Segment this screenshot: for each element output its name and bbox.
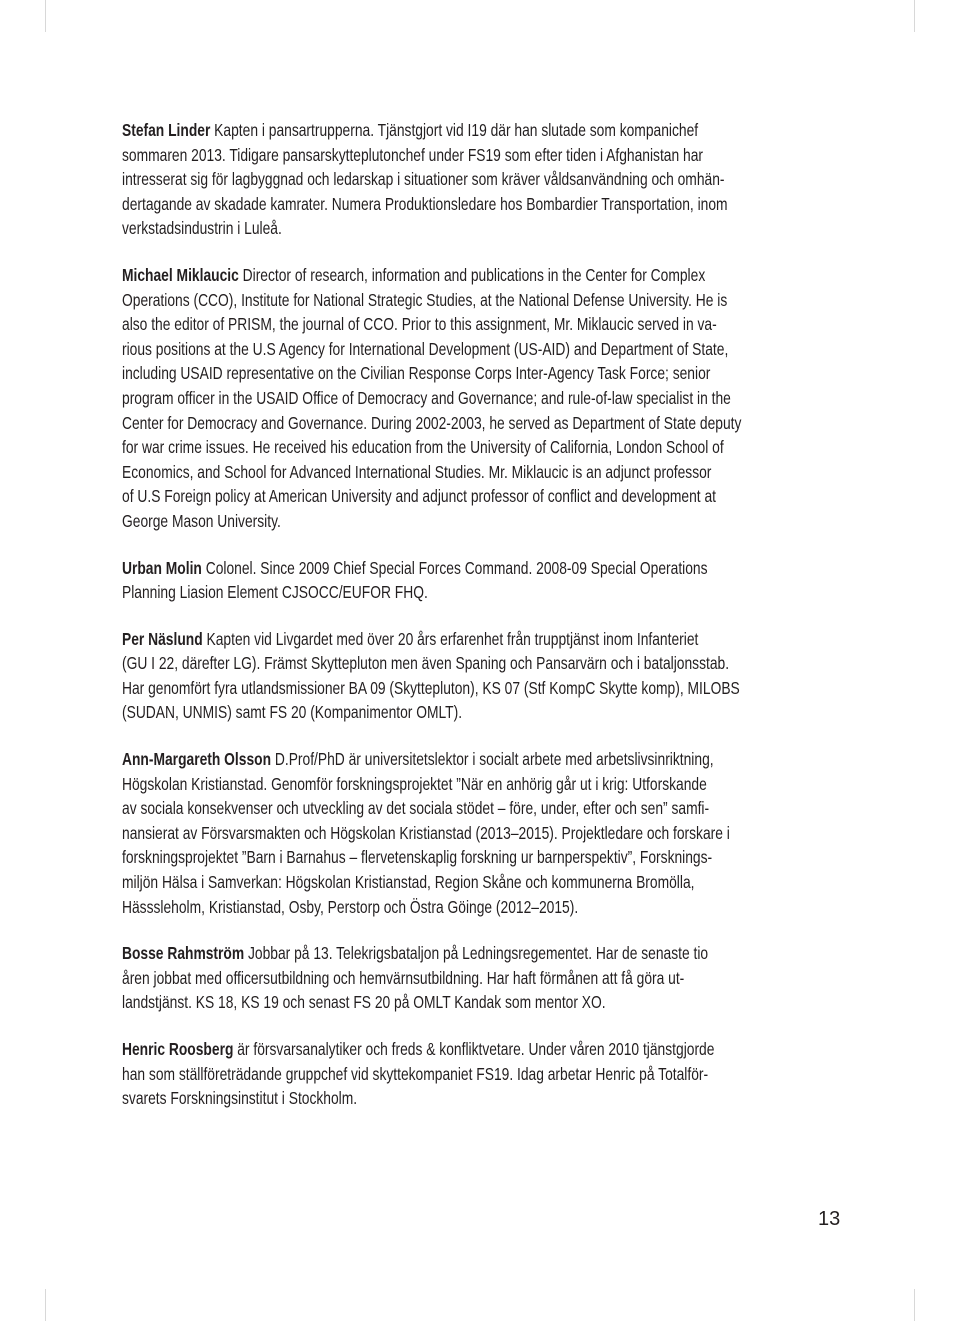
bio-stefan-linder	[122, 118, 842, 241]
bio-text: Kapten i pansartrupperna. Tjänstgjort vid I19 där han slutade som kompanichef	[210, 120, 699, 140]
bio-line	[122, 1037, 715, 1062]
bio-line: rious positions at the U.S Agency for International Development (US-AID) and Department of State,	[122, 338, 729, 359]
bio-line: (SUDAN, UNMIS) samt FS 20 (Kompanimentor OMLT).	[122, 702, 463, 723]
bio-line: also the editor of PRISM, the journal of CCO. Prior to this assignment, Mr. Miklaucic served in va-	[122, 314, 717, 335]
crop-mark-top-right	[914, 0, 915, 32]
bio-line: svarets Forskningsinstitut i Stockholm.	[122, 1088, 358, 1109]
bio-line: Högskolan Kristianstad. Genomför forskningsprojektet ”När en anhörig går ut i krig: Utforskande	[122, 773, 707, 794]
bio-line: George Mason University.	[122, 510, 281, 531]
bio-ann-margareth-olsson	[122, 747, 842, 919]
bio-line: åren jobbat med officersutbildning och hemvärnsutbildning. Har haft förmånen att få göra ut-	[122, 967, 685, 988]
bio-henric-roosberg	[122, 1037, 842, 1111]
crop-mark-bottom-right	[914, 1289, 915, 1321]
bio-name: Urban Molin	[122, 557, 202, 578]
bio-line: including USAID representative on the Civilian Response Corps Inter-Agency Task Force; senior	[122, 363, 711, 384]
bio-text: Jobbar på 13. Telekrigsbataljon på Ledningsregementet. Har de senaste tio	[244, 943, 709, 964]
bio-line: Economics, and School for Advanced International Studies. Mr. Miklaucic is an adjunct professor	[122, 461, 712, 482]
bio-line: program officer in the USAID Office of Democracy and Governance; and rule-of-law specialist in the	[122, 387, 731, 408]
contributor-bios	[122, 118, 842, 1133]
bio-line: (GU I 22, därefter LG). Främst Skyttepluton men även Spaning och Pansarvärn och i bataljonsstab.	[122, 653, 730, 674]
bio-bosse-rahmstrom	[122, 941, 842, 1015]
bio-name: Henric Roosberg	[122, 1039, 234, 1059]
crop-mark-top-left	[45, 0, 46, 32]
page-number: 13	[818, 1208, 841, 1230]
bio-line: Operations (CCO), Institute for National Strategic Studies, at the National Defense University. He is	[122, 289, 728, 310]
bio-text: Colonel. Since 2009 Chief Special Forces Command. 2008-09 Special Operations	[201, 557, 708, 578]
bio-text: Director of research, information and publications in the Center for Complex	[238, 264, 706, 285]
bio-line	[122, 747, 714, 772]
bio-line	[122, 118, 699, 143]
bio-per-naslund	[122, 627, 842, 725]
bio-name: Stefan Linder	[122, 120, 211, 140]
bio-line: Center for Democracy and Governance. During 2002-2003, he served as Department of State deputy	[122, 412, 742, 433]
bio-name: Per Näslund	[122, 628, 203, 649]
bio-urban-molin	[122, 556, 842, 605]
bio-line: sommaren 2013. Tidigare pansarskytteplutonchef under FS19 som efter tiden i Afghanistan har	[122, 144, 703, 165]
bio-name: Michael Miklaucic	[122, 264, 239, 285]
bio-line	[122, 556, 708, 581]
bio-line: Hässsleholm, Kristianstad, Osby, Perstorp och Östra Göinge (2012–2015).	[122, 896, 579, 917]
bio-line: verkstadsindustrin i Luleå.	[122, 218, 282, 239]
bio-line: intresserat sig för lagbyggnad och ledarskap i situationer som kräver våldsanvändning och omhän-	[122, 169, 725, 190]
bio-line: miljön Hälsa i Samverkan: Högskolan Kristianstad, Region Skåne och kommunerna Bromölla,	[122, 872, 695, 893]
bio-text: Kapten vid Livgardet med över 20 års erfarenhet från trupptjänst inom Infanteriet	[202, 628, 699, 649]
bio-line	[122, 263, 706, 288]
bio-line: han som ställföreträdande gruppchef vid skyttekompaniet FS19. Idag arbetar Henric på Totalför-	[122, 1063, 709, 1084]
bio-name: Ann-Margareth Olsson	[122, 749, 272, 770]
bio-line: Har genomfört fyra utlandsmissioner BA 09 (Skyttepluton), KS 07 (Stf KompC Skytte komp), MILOBS	[122, 677, 740, 698]
bio-name: Bosse Rahmström	[122, 943, 245, 964]
bio-line	[122, 627, 699, 652]
bio-line: of U.S Foreign policy at American University and adjunct professor of conflict and development at	[122, 486, 717, 507]
bio-michael-miklaucic	[122, 263, 842, 534]
bio-line: av sociala konsekvenser och utveckling av det sociala stödet – före, under, efter och sen” samfi-	[122, 798, 710, 819]
bio-line: landstjänst. KS 18, KS 19 och senast FS 20 på OMLT Kandak som mentor XO.	[122, 992, 606, 1013]
bio-text: är försvarsanalytiker och freds & konfliktvetare. Under våren 2010 tjänstgjorde	[233, 1039, 715, 1059]
crop-mark-bottom-left	[45, 1289, 46, 1321]
bio-line	[122, 941, 709, 966]
bio-text: D.Prof/PhD är universitetslektor i socialt arbete med arbetslivsinriktning,	[271, 749, 714, 770]
bio-line: forskningsprojektet ”Barn i Barnahus – flervetenskaplig forskning ur barnperspektiv”, Forsknings-	[122, 847, 713, 868]
bio-line: dertagande av skadade kamrater. Numera Produktionsledare hos Bombardier Transportation, inom	[122, 193, 728, 214]
bio-line: for war crime issues. He received his education from the University of California, London School of	[122, 437, 724, 458]
bio-line: nansierat av Försvarsmakten och Högskolan Kristianstad (2013–2015). Projektledare och forskare i	[122, 822, 730, 843]
bio-line: Planning Liasion Element CJSOCC/EUFOR FHQ.	[122, 582, 428, 603]
